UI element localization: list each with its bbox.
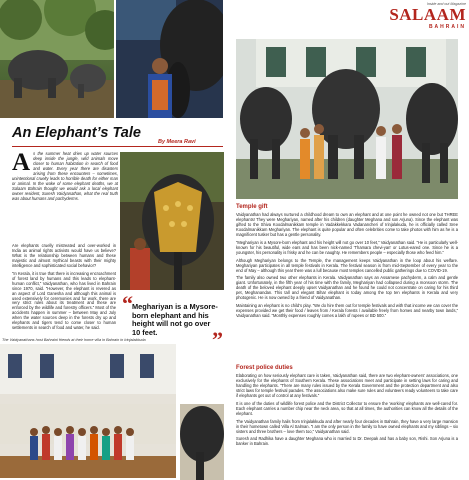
col1-paragraph: “In Kerala, it is true that there is increasing encroachment of forest land by humans and this leads to elephant-human conflict,” Vaidyanathan, who has lived in Bahrain since 1970, said. “However, the elephant is revered as an aspect of Lord Ganesha and although this animal is used extensively for ceremonies and for work, there are very strict rules about its treatment and these are enforced by the wildlife and forestry officers.” Most of the accidents happen in summer – between May and July when the water sources deep in the forests dry up and elephants and tigers tend to come closer to human settlements in search of food and water, he said. <box>12 270 116 331</box>
pull-quote: Meghariyan is a Mysore-born elephant and his height will not go over 10 feet. <box>132 302 218 337</box>
temple-paragraph: Although Meghariyan belongs to the Temple, the management keeps Vaidyanathan in the loop about his welfare. Meghariyan participates in all temple festivals in Kerala. The festival season is from mid-September of every year to the end of May – although this year there was a lull because most temples cancelled public gatherings due to COVID-19. <box>236 257 458 273</box>
masthead-tagline: Inside and out Magazine <box>426 2 466 6</box>
forest-paragraph: It is one of the duties of wildlife forest police and the District Collector to ensure the ‘working’ elephants are well-cared for. Each elephant carries a number chip near the neck area, so that at all times, the authorities can know all the details of the elephant. <box>236 400 458 416</box>
article-byline: By Meera Ravi <box>158 139 196 145</box>
lead-text: s the summer heat dries up water sources deep inside the jungle, wild animals move closer to human habitation in search of food and water. Every year there are disasters arising from these encounters – sometimes, unintentional cruelty leads to horrible death for either man or animal. In the wake of some elephant deaths, we at Salaam Bahrain thought we would ask a local elephant owner resident, Suresh Vaidyanathan, what the real truth was about humans and pachyderms. <box>12 151 118 201</box>
forest-police-heading: Forest police duties <box>236 365 293 371</box>
elephant-forest-illustration <box>0 0 114 118</box>
temple-paragraph: “Meghariyan is a Mysore-born elephant and his height will not go over 10 feet,” Vaidyanathan said. “He is particularly well-known for his beautiful, wide ears and has been nick-named ‘Thamara chevi-yan’ or Lotus-eared one. Since he is a youngster, his personality is frisky and he can be naughty. He remembers people – especially those who feed him.” <box>236 239 458 255</box>
temple-paragraph: Maintaining an elephant is no child’s play. “We do hire them out for temple festivals and with that income we can cover the expenses provided we get their food / leaves from / Kerala forests / available freely from homes and nearby town lands,” Vaidyanathan said. “Monthly expenses roughly comes a lakh of rupees or BD 500.” <box>236 303 458 319</box>
elephant-forest-photo <box>0 0 114 118</box>
elephant-closeup-photo <box>180 404 224 480</box>
col1-paragraph: Are elephants cruelly mistreated and over-worked in India as animal rights activists would have us believe? What is the relationship between humans and these majestic and almost mythical beasts with their mighty intelligence and sophisticated social behavior? <box>12 243 116 268</box>
decorated-elephant-illustration <box>120 152 224 290</box>
masthead-brand: SALAAM <box>389 5 466 24</box>
portrait-with-elephant-photo <box>116 0 223 118</box>
article-title: An Elephant’s Tale <box>12 125 141 141</box>
article-lead <box>12 149 118 202</box>
group-with-elephants-photo <box>236 39 458 199</box>
temple-paragraph: The family also owned two other elephants in Kerala. Vaidyanathan says an Assamese pachyderm, a calm and gentle giant. Unfortunately, in the fifth year of his time with the family, Meghariyan had collapsed during a monsoon storm. The death of the beloved elephant deeply upset Vaidyanathan and he found he could not concentrate on caring for his third pet, Meghanandan. This tall and elegant Bihar elephant is today among the top ten elephants in Kerala and very photogenic. He is now owned by a friend of Vaidyanathan. <box>236 275 458 301</box>
title-rule <box>12 146 223 147</box>
drop-cap: A <box>12 149 31 176</box>
forest-section-body <box>236 374 458 450</box>
forest-paragraph: Suresh and Radhika have a daughter Meghana who is married to Dr. Deepak and has a baby son, Rishi. Son Arjuna is a banker in Bahrain. <box>236 436 458 447</box>
decorated-elephant-photo <box>120 152 224 290</box>
temple-paragraph: Vaidyanathan had always nurtured a childhood dream to own an elephant and at one point he owned not one but THREE elephants! They were Meghariyan, named after his children (daughter Meghana and son Arjuna). Since the elephant was gifted to the Shiva Koodalmanikkam temple in Vadakkekkara Vadanancheri of Irinjalakuda, he is officially called Sree Koodalmanikkam Meghariyan. The elephant is quite popular and often celebrities come to take photos with him as he is a magnificent tusker but has a gentle personality. <box>236 212 458 237</box>
forest-paragraph: Elaborating on how seriously elephant care is taken, Vaidyanathan said, there are two elephant-owners’ associations, one exclusively for the elephants of Southern Kerala. These associations meet and participate in setting laws for caring and handling the elephants. “There are many rules issued by the Kerala Government and the protection department and also strict laws for temple festival parades. The associations also make sure rules and volunteers ready volunteers to take care if elephants get out of control at any festivals.” <box>236 373 458 398</box>
masthead-region: BAHRAIN <box>428 24 466 30</box>
masthead <box>382 2 466 36</box>
villa-group-photo <box>0 344 176 478</box>
quote-close-mark: ” <box>212 327 223 352</box>
temple-section-body <box>236 213 458 322</box>
quote-open-mark: “ <box>122 291 133 316</box>
col1-body <box>12 244 116 334</box>
forest-paragraph: The Vaidyanathan family hails from Irinjalakkuda and after nearly four decades in Bahrain, they have a very large mansion in their hometown called Villa Al Salman. “I am the only person in the family to have owned elephants and my siblings – six sisters and three brothers – love them too,” Vaidyanathan said. <box>236 418 458 434</box>
group-illustration <box>236 39 458 199</box>
temple-gift-heading: Temple gift <box>236 204 268 210</box>
photo-caption: The Vaidyanathans host Bahraini friends at their home villa in Bahrain in Irinjalakkuda <box>2 338 146 342</box>
villa-group-illustration <box>0 344 176 478</box>
elephant-closeup-illustration <box>180 404 224 480</box>
portrait-illustration <box>116 0 223 118</box>
